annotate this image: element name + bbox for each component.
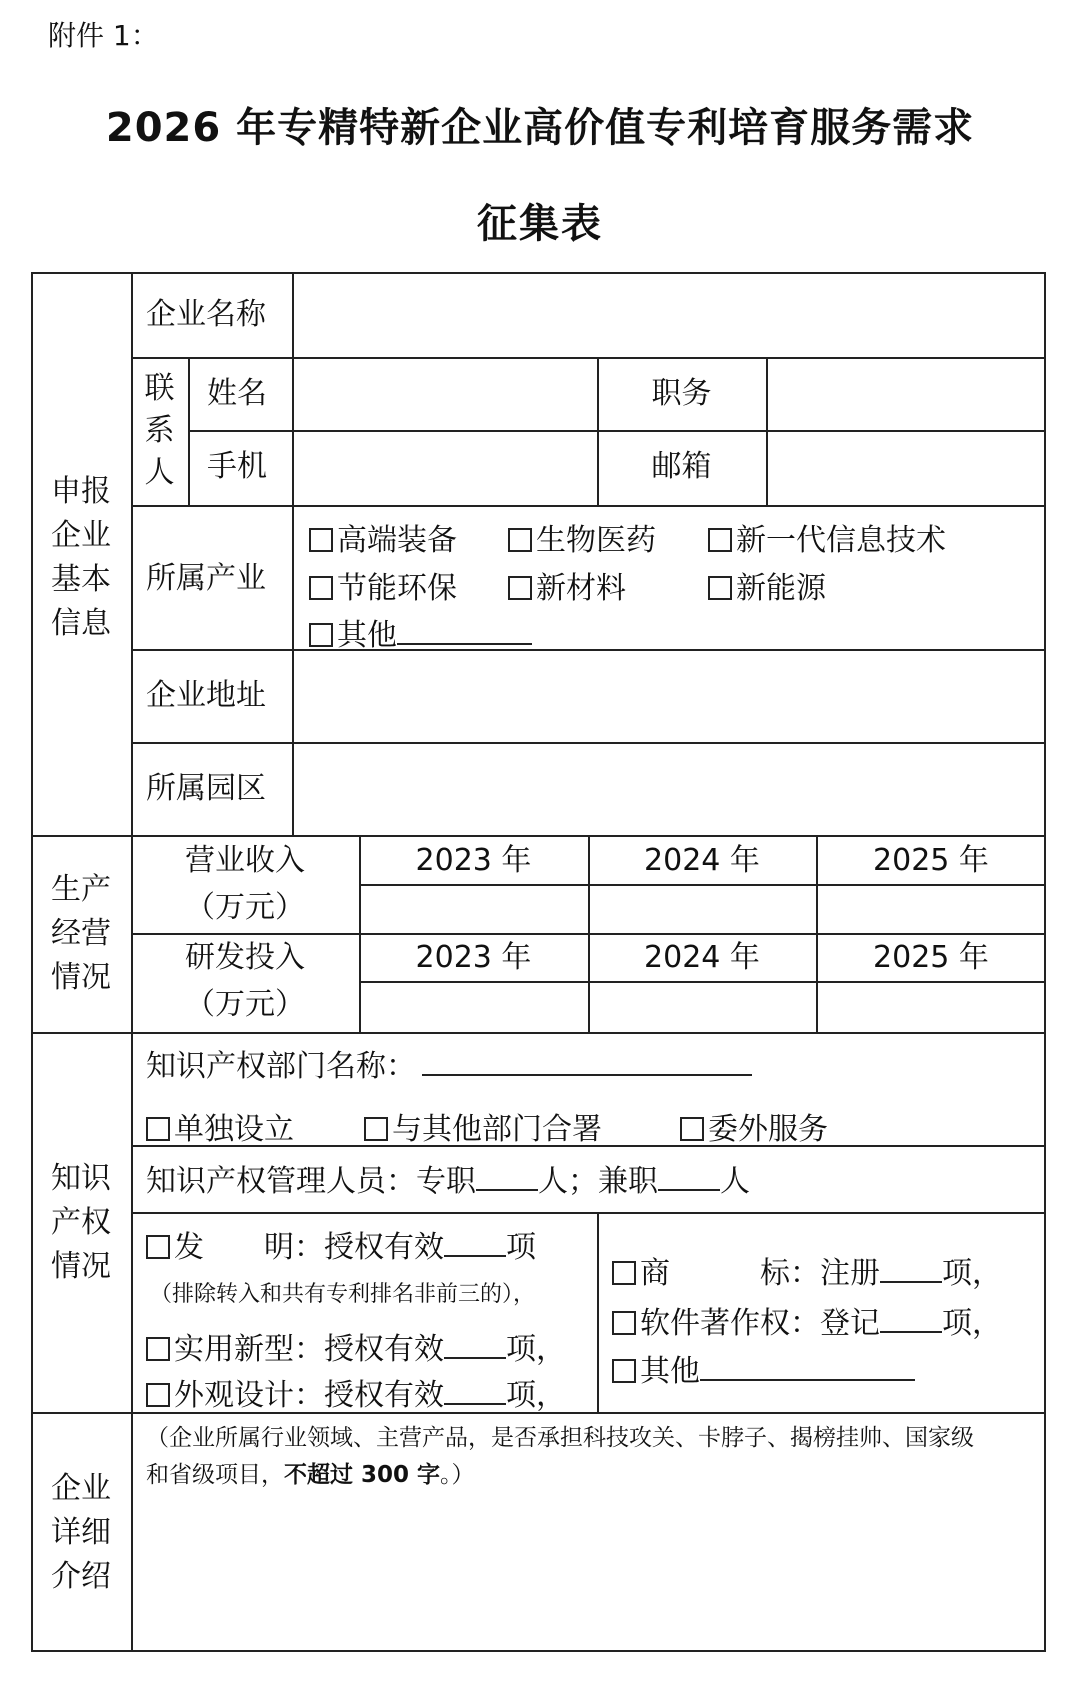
section-divider: [31, 835, 1046, 837]
intro-hint-text: 和省级项目，: [146, 1462, 284, 1488]
patent-utility-row[interactable]: [146, 1324, 566, 1368]
position-field[interactable]: [780, 376, 1030, 416]
address-label: 企业地址: [146, 678, 266, 713]
address-field[interactable]: [310, 678, 1030, 718]
checkbox-icon[interactable]: [680, 1117, 704, 1141]
parttime-count-blank[interactable]: [658, 1163, 720, 1191]
revenue-2023-field[interactable]: [362, 887, 585, 931]
row-divider: [359, 981, 1046, 983]
invention-label: 发 明：授权有效: [174, 1230, 444, 1265]
row-divider: [359, 884, 1046, 886]
rnd-2025-field[interactable]: [819, 984, 1043, 1030]
ip-staff-unit: 人: [720, 1164, 750, 1199]
industry-option-new-energy[interactable]: [708, 563, 826, 607]
col-divider-contact: [766, 357, 768, 505]
dept-option-independent[interactable]: [146, 1104, 294, 1148]
checkbox-icon[interactable]: [508, 528, 532, 552]
option-label: 生物医药: [536, 523, 656, 558]
option-label: 高端装备: [337, 523, 457, 558]
ip-other-label: 其他: [640, 1354, 700, 1389]
industry-option-biomedicine[interactable]: [508, 515, 656, 559]
invention-note: （排除转入和共有专利排名非前三的），: [150, 1282, 536, 1307]
utility-count-blank[interactable]: [444, 1331, 506, 1359]
checkbox-icon[interactable]: [708, 576, 732, 600]
option-label: 新材料: [536, 571, 626, 606]
checkbox-icon[interactable]: [364, 1117, 388, 1141]
option-label: 新一代信息技术: [736, 523, 946, 558]
checkbox-icon[interactable]: [146, 1117, 170, 1141]
software-copyright-row[interactable]: [612, 1298, 1002, 1342]
revenue-2024-field[interactable]: [591, 887, 813, 931]
intro-hint-line2: [146, 1462, 475, 1490]
option-label: 单独设立: [174, 1112, 294, 1147]
checkbox-icon[interactable]: [309, 576, 333, 600]
checkbox-icon[interactable]: [309, 528, 333, 552]
section-label-ip: 知识 产权 情况: [51, 1161, 111, 1284]
ip-staff-label: 知识产权管理人员：专职: [146, 1164, 476, 1199]
park-field[interactable]: [310, 771, 1030, 811]
form-subtitle: 征集表: [477, 201, 603, 247]
email-field[interactable]: [780, 449, 1030, 489]
industry-option-new-it[interactable]: [708, 515, 946, 559]
row-divider: [188, 430, 1046, 432]
trademark-label: 商 标：注册: [640, 1256, 880, 1291]
intro-hint-line1: （企业所属行业领域、主营产品，是否承担科技攻关、卡脖子、揭榜挂帅、国家级: [146, 1425, 974, 1451]
design-count-blank[interactable]: [444, 1377, 506, 1405]
industry-option-new-materials[interactable]: [508, 563, 626, 607]
software-unit: 项，: [942, 1306, 1002, 1341]
trademark-unit: 项，: [942, 1256, 1002, 1291]
park-label: 所属园区: [146, 771, 266, 806]
revenue-year-2023: 2023 年: [415, 843, 532, 878]
revenue-2025-field[interactable]: [819, 887, 1043, 931]
checkbox-icon[interactable]: [146, 1337, 170, 1361]
dept-option-outsourced[interactable]: [680, 1104, 828, 1148]
dept-option-combined[interactable]: [364, 1104, 602, 1148]
section-label-basic: 申报 企业 基本 信息: [51, 474, 111, 641]
option-label: 委外服务: [708, 1112, 828, 1147]
utility-label: 实用新型：授权有效: [174, 1332, 444, 1367]
checkbox-icon[interactable]: [146, 1383, 170, 1407]
patent-design-row[interactable]: [146, 1370, 566, 1414]
email-label: 邮箱: [651, 449, 712, 484]
col-divider-ip: [597, 1212, 599, 1412]
industry-option-energy-saving[interactable]: [309, 563, 457, 607]
rnd-2024-field[interactable]: [591, 984, 813, 1030]
invention-unit: 项: [506, 1230, 536, 1265]
contact-name-label: 姓名: [207, 376, 267, 411]
checkbox-icon[interactable]: [146, 1235, 170, 1259]
design-unit: 项，: [506, 1378, 566, 1413]
industry-label: 所属产业: [146, 561, 266, 596]
trademark-count-blank[interactable]: [880, 1255, 942, 1283]
ip-other-blank[interactable]: [700, 1353, 915, 1381]
col-divider-contact: [188, 357, 190, 505]
invention-count-blank[interactable]: [444, 1229, 506, 1257]
section-label-operations: 生产 经营 情况: [51, 872, 111, 995]
trademark-row[interactable]: [612, 1248, 1002, 1292]
checkbox-icon[interactable]: [612, 1359, 636, 1383]
option-label: 其他: [337, 618, 397, 653]
position-label: 职务: [651, 376, 712, 411]
row-divider: [131, 933, 1046, 935]
checkbox-icon[interactable]: [508, 576, 532, 600]
intro-hint-end: 。）: [440, 1462, 475, 1488]
intro-hint-limit: 不超过 300 字: [284, 1462, 441, 1488]
industry-option-high-end-equipment[interactable]: [309, 515, 457, 559]
row-divider: [131, 357, 1046, 359]
section-label-intro: 企业 详细 介绍: [51, 1471, 111, 1594]
rnd-year-2024: 2024 年: [644, 940, 760, 975]
patent-invention-row[interactable]: [146, 1222, 536, 1266]
checkbox-icon[interactable]: [612, 1311, 636, 1335]
revenue-label: 营业收入: [185, 843, 305, 878]
attachment-label: 附件 1：: [48, 19, 159, 52]
contact-name-field[interactable]: [310, 376, 580, 416]
company-name-label: 企业名称: [146, 297, 266, 332]
row-divider: [131, 505, 1046, 507]
rnd-label: 研发投入: [185, 940, 305, 975]
company-name-field[interactable]: [310, 297, 1030, 337]
option-label: 节能环保: [337, 571, 457, 606]
ip-dept-name-blank[interactable]: [422, 1048, 752, 1076]
industry-other-blank[interactable]: [397, 617, 532, 645]
option-label: 新能源: [736, 571, 826, 606]
mobile-label: 手机: [207, 449, 267, 484]
checkbox-icon[interactable]: [309, 623, 333, 647]
rnd-unit: （万元）: [185, 987, 305, 1022]
revenue-year-2025: 2025 年: [873, 843, 989, 878]
row-divider: [131, 1212, 1046, 1214]
ip-dept-label: 知识产权部门名称：: [146, 1049, 416, 1084]
rnd-2023-field[interactable]: [362, 984, 585, 1030]
section-divider: [31, 1032, 1046, 1034]
revenue-year-2024: 2024 年: [644, 843, 760, 878]
rnd-year-2023: 2023 年: [415, 940, 532, 975]
design-label: 外观设计：授权有效: [174, 1378, 444, 1413]
row-divider: [131, 742, 1046, 744]
row-divider: [131, 649, 1046, 651]
contact-label: 联 系 人: [144, 371, 175, 490]
ip-staff-row: [146, 1163, 750, 1200]
col-divider-label: [292, 272, 294, 835]
mobile-field[interactable]: [310, 449, 580, 489]
intro-textarea[interactable]: [140, 1500, 1035, 1640]
software-count-blank[interactable]: [880, 1305, 942, 1333]
ip-other-row[interactable]: [612, 1346, 915, 1390]
checkbox-icon[interactable]: [612, 1261, 636, 1285]
utility-unit: 项，: [506, 1332, 566, 1367]
ip-staff-parttime-label: 人；兼职: [538, 1164, 658, 1199]
checkbox-icon[interactable]: [708, 528, 732, 552]
revenue-unit: （万元）: [185, 890, 305, 925]
option-label: 与其他部门合署: [392, 1112, 602, 1147]
ip-dept-row: [146, 1048, 752, 1085]
industry-option-other[interactable]: [309, 610, 532, 654]
rnd-year-2025: 2025 年: [873, 940, 989, 975]
fulltime-count-blank[interactable]: [476, 1163, 538, 1191]
form-title: 2026 年专精特新企业高价值专利培育服务需求: [105, 105, 975, 151]
software-label: 软件著作权：登记: [640, 1306, 880, 1341]
